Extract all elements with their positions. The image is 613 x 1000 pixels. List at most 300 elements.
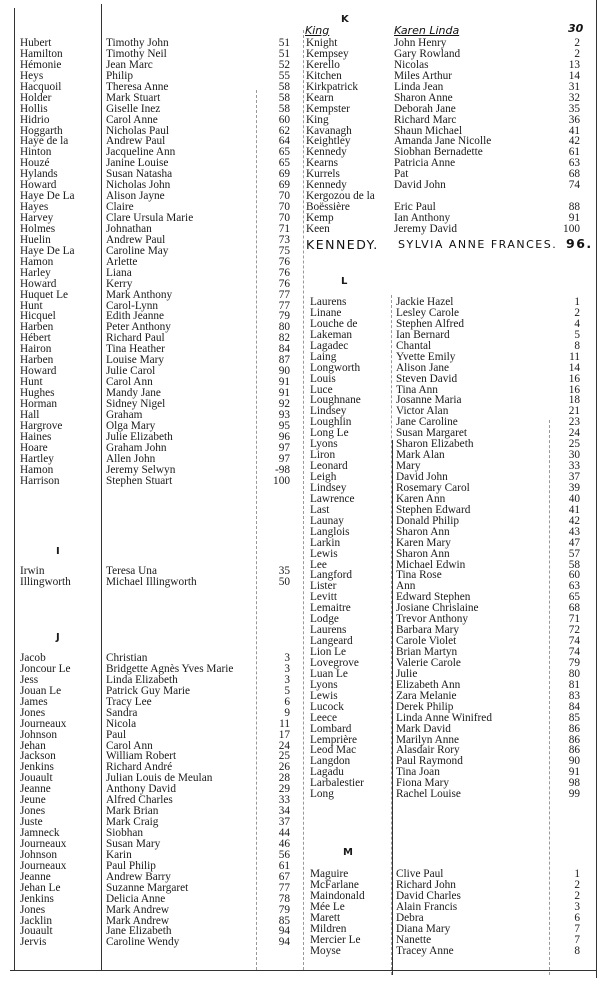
entry-forenames: Valerie Carole [396, 656, 461, 669]
entry-number: 60 [278, 113, 290, 126]
entry-forenames: Clive Paul [396, 868, 444, 880]
entry-forenames: Alison Jane [396, 361, 450, 374]
register-entry [20, 399, 290, 410]
entry-surname: Huquet Le [20, 288, 68, 301]
entry-forenames: Karen Mary [396, 536, 451, 549]
register-entry [306, 93, 584, 104]
register-entry [310, 549, 584, 560]
entry-surname: Jeanne [20, 783, 51, 796]
entry-number: 76 [278, 266, 290, 279]
right-l-list [310, 297, 584, 800]
entry-forenames: Claire [106, 201, 134, 214]
entry-forenames: Mary [396, 460, 421, 473]
entry-forenames: Nicolas [394, 58, 429, 71]
entry-number: 68 [568, 168, 580, 181]
entry-number: 65 [568, 591, 580, 604]
entry-forenames: Giselle Inez [106, 102, 161, 115]
entry-surname: Hébert [20, 332, 51, 345]
entry-number: 83 [568, 689, 580, 702]
entry-surname: Lawrence [310, 492, 355, 505]
entry-surname: Jones [20, 903, 46, 916]
register-entry [20, 686, 290, 697]
entry-forenames: Susan Mary [106, 837, 161, 850]
entry-forenames: Marilyn Anne [396, 733, 460, 746]
center-divider [303, 30, 304, 970]
entry-forenames: Graham John [106, 441, 167, 454]
entry-surname: Jouault [20, 925, 53, 938]
entry-forenames: Stephen Stuart [106, 474, 173, 487]
entry-forenames: Delicia Anne [106, 892, 166, 905]
entry-number: 40 [568, 492, 580, 505]
entry-forenames: Andrew Barry [106, 870, 171, 883]
entry-forenames: Alain Francis [396, 900, 458, 913]
entry-number: 73 [278, 233, 290, 246]
entry-surname: Keen [306, 222, 330, 235]
entry-surname: Joncour Le [20, 662, 71, 675]
register-entry [20, 104, 290, 115]
entry-number: 52 [278, 58, 290, 71]
entry-surname: Jehan Le [20, 881, 61, 894]
entry-forenames: Sharon Anne [394, 91, 453, 104]
entry-number: 76 [278, 255, 290, 268]
entry-number: 93 [278, 408, 290, 421]
register-entry [310, 789, 584, 800]
entry-surname: Langdon [310, 755, 351, 768]
entry-number: 43 [568, 525, 580, 538]
register-entry [20, 213, 290, 224]
entry-surname: Lemaitre [310, 602, 351, 615]
register-entry [20, 883, 290, 894]
entry-number: 91 [568, 766, 580, 779]
entry-forenames: Julie [396, 667, 418, 680]
entry-forenames: Donald Philip [396, 514, 460, 527]
entry-forenames: Linda Elizabeth [106, 673, 178, 686]
entry-surname: Lyons [310, 678, 338, 691]
entry-number: 1 [574, 296, 580, 308]
entry-surname: Juste [20, 816, 43, 829]
register-entry [310, 330, 584, 341]
entry-number: 79 [278, 310, 290, 323]
entry-surname: Hicquel [20, 310, 56, 323]
entry-number: 69 [278, 168, 290, 181]
entry-forenames: Eric Paul [394, 201, 436, 214]
entry-number: 70 [278, 190, 290, 203]
register-entry [310, 450, 584, 461]
entry-forenames: Andrew Paul [106, 135, 166, 148]
entry-number: 70 [278, 212, 290, 224]
entry-surname: Laing [310, 350, 337, 363]
entry-forenames: Josiane Chrislaine [396, 602, 479, 615]
entry-forenames: Teresa Una [106, 565, 157, 577]
entry-number: 75 [278, 244, 290, 257]
entry-surname: Luce [310, 383, 333, 396]
entry-number: 5 [284, 684, 290, 697]
entry-forenames: Jackie Hazel [396, 296, 454, 308]
entry-forenames: Fiona Mary [396, 777, 450, 790]
entry-number: 77 [278, 299, 290, 312]
entry-number: 25 [568, 438, 580, 451]
register-entry [310, 946, 584, 957]
entry-forenames: Richard Paul [106, 332, 165, 345]
register-entry [310, 363, 584, 374]
entry-forenames: Johnathan [106, 222, 152, 235]
entry-surname: Journeaux [20, 837, 67, 850]
entry-number: 92 [278, 397, 290, 410]
entry-forenames: Lesley Carole [396, 306, 460, 319]
entry-number: 46 [278, 837, 290, 850]
entry-forenames: Amanda Jane Nicolle [394, 135, 492, 148]
register-entry [20, 708, 290, 719]
entry-forenames: William Robert [106, 750, 177, 763]
entry-surname: McFarlane [310, 878, 359, 891]
entry-forenames: Julie Elizabeth [106, 430, 173, 443]
entry-number: 14 [568, 361, 580, 374]
entry-number: 21 [568, 405, 580, 418]
entry-number: 58 [568, 558, 580, 571]
entry-number: 26 [278, 761, 290, 774]
entry-forenames: Mark Anthony [106, 288, 173, 301]
entry-surname: Huelin [20, 233, 51, 246]
entry-forenames: Suzanne Margaret [106, 881, 189, 894]
entry-forenames: Jean Marc [106, 58, 153, 71]
entry-number: 2 [574, 306, 580, 319]
entry-forenames: John Henry [394, 37, 447, 49]
entry-forenames: Paul [106, 728, 127, 741]
entry-forenames: Tina Ann [396, 383, 438, 396]
register-entry [20, 697, 290, 708]
entry-forenames: Linda Anne Winifred [396, 711, 492, 724]
entry-surname: Maguire [310, 868, 349, 880]
entry-surname: Jones [20, 706, 46, 719]
entry-surname: Heys [20, 69, 44, 82]
right-k-list [306, 38, 584, 235]
entry-surname: Larkin [310, 536, 341, 549]
entry-forenames: Arlette [106, 255, 138, 268]
entry-surname: Liron [310, 449, 336, 462]
entry-forenames: Shaun Michael [394, 124, 463, 137]
entry-number: 80 [278, 321, 290, 334]
entry-forenames: Michael Edwin [396, 558, 466, 571]
entry-forenames: Caroline May [106, 244, 169, 257]
entry-surname: Mercier Le [310, 933, 361, 946]
entry-surname: Jeune [20, 794, 46, 807]
entry-number: 35 [278, 565, 290, 577]
entry-number: 74 [568, 635, 580, 648]
entry-forenames: Edith Jeanne [106, 310, 165, 323]
entry-forenames: Siobhan Bernadette [394, 146, 483, 159]
handwritten-forenames: Karen Linda [394, 24, 460, 37]
entry-surname: Loughnane [310, 394, 361, 407]
entry-number: 97 [278, 441, 290, 454]
entry-surname: Levitt [310, 591, 337, 604]
entry-number: 71 [568, 613, 580, 626]
register-entry [310, 702, 584, 713]
entry-surname: Irwin [20, 565, 45, 577]
entry-forenames: Richard John [396, 878, 456, 891]
entry-surname: Leigh [310, 471, 337, 483]
register-entry [306, 224, 584, 235]
handwritten-forenames-2: SYLVIA ANNE FRANCES. [398, 238, 558, 251]
entry-surname: Jouan Le [20, 684, 62, 697]
entry-number: 62 [278, 124, 290, 137]
entry-surname: Howard [20, 179, 57, 192]
entry-number: 36 [568, 113, 580, 126]
register-entry [20, 355, 290, 366]
entry-number: 100 [273, 474, 290, 487]
entry-number: 90 [568, 755, 580, 768]
entry-forenames: Mark Brian [106, 805, 159, 818]
entry-surname: Lister [310, 580, 337, 593]
entry-surname: Moyse [310, 944, 341, 957]
entry-surname: Johnson [20, 848, 58, 861]
entry-surname: Linane [310, 306, 342, 319]
entry-surname: Jenkins [20, 892, 54, 905]
entry-forenames: Rosemary Carol [396, 481, 470, 494]
entry-forenames: Nicola [106, 717, 137, 730]
entry-number: 37 [568, 471, 580, 483]
entry-number: 51 [278, 37, 290, 49]
entry-forenames: Stephen Edward [396, 503, 471, 516]
section-letter-i: I [56, 546, 60, 557]
entry-surname: Journeaux [20, 717, 67, 730]
entry-number: 91 [278, 387, 290, 399]
entry-forenames: Alfred Charles [106, 794, 173, 807]
entry-forenames: Anthony David [106, 783, 176, 796]
entry-forenames: Carol-Lynn [106, 299, 159, 312]
register-entry [20, 465, 290, 476]
entry-number: 79 [568, 656, 580, 669]
entry-surname: Lagadec [310, 339, 349, 352]
entry-number: 94 [278, 925, 290, 938]
register-entry [310, 570, 584, 581]
entry-number: 63 [568, 580, 580, 593]
entry-number: 57 [568, 547, 580, 560]
entry-forenames: Pat [394, 168, 409, 181]
register-entry [310, 713, 584, 724]
entry-number: 72 [568, 624, 580, 637]
entry-forenames: Sharon Ann [396, 525, 450, 538]
entry-surname: Lagadu [310, 766, 344, 779]
entry-number: 30 [568, 449, 580, 462]
entry-number: 86 [568, 722, 580, 735]
entry-surname: Jenkins [20, 761, 54, 774]
register-entry [306, 115, 584, 126]
entry-forenames: Nanette [396, 933, 432, 946]
entry-surname: Hollis [20, 102, 48, 115]
register-entry [20, 290, 290, 301]
entry-forenames: Mark Stuart [106, 91, 161, 104]
entry-surname: Kerello [306, 58, 340, 71]
register-entry [20, 60, 290, 71]
entry-forenames: Josanne Maria [396, 394, 462, 407]
right-m-list [310, 869, 584, 957]
entry-forenames: Richard André [106, 761, 173, 774]
entry-number: 95 [278, 419, 290, 432]
entry-forenames: Paul Philip [106, 859, 156, 872]
entry-number: 17 [278, 728, 290, 741]
entry-surname: Kirkpatrick [306, 80, 359, 93]
entry-forenames: Derek Philip [396, 700, 454, 713]
entry-number: 70 [278, 201, 290, 214]
register-entry [310, 439, 584, 450]
entry-forenames: David Charles [396, 889, 461, 902]
entry-surname: Leonard [310, 460, 348, 473]
entry-forenames: Tina Rose [396, 569, 442, 582]
entry-surname: Kennedy [306, 179, 347, 192]
entry-forenames: Carol Ann [106, 376, 153, 389]
entry-forenames: Bridgette Agnès Yves Marie [106, 662, 234, 675]
bottom-rule [10, 970, 597, 971]
entry-surname: Lucock [310, 700, 344, 713]
register-entry [20, 279, 290, 290]
entry-surname: Illingworth [20, 575, 71, 588]
entry-forenames: Sharon Ann [396, 547, 450, 560]
entry-forenames: Brian Martyn [396, 646, 458, 658]
entry-forenames: Linda Jean [394, 80, 444, 93]
entry-number: 64 [278, 135, 290, 148]
entry-surname: Harben [20, 321, 54, 334]
entry-surname: Laurens [310, 624, 347, 637]
entry-forenames: Patricia Anne [394, 157, 456, 170]
entry-forenames: Ian Bernard [396, 328, 450, 341]
right-outer-rule [596, 0, 597, 978]
entry-forenames: Timothy Neil [106, 47, 167, 60]
entry-number: 9 [284, 706, 290, 719]
entry-forenames: David John [394, 179, 446, 192]
entry-forenames: Louise Mary [106, 354, 165, 367]
entry-number: 85 [278, 914, 290, 927]
register-entry [306, 104, 584, 115]
entry-surname: Hamon [20, 255, 54, 268]
entry-forenames: Paul Raymond [396, 755, 463, 768]
register-entry [306, 49, 584, 60]
entry-surname: Jess [20, 673, 39, 686]
entry-number: 51 [278, 47, 290, 60]
entry-forenames: Jane Caroline [396, 416, 458, 429]
entry-surname: King [306, 113, 329, 126]
entry-forenames: Michael Illingworth [106, 575, 197, 588]
entry-number: 33 [568, 460, 580, 473]
entry-surname: Kennedy [306, 146, 347, 159]
entry-surname: Laurens [310, 296, 347, 308]
entry-surname: Jackson [20, 750, 56, 763]
entry-number: 32 [568, 91, 580, 104]
entry-number: 23 [568, 416, 580, 429]
entry-number: 77 [278, 288, 290, 301]
entry-forenames: Liana [106, 266, 132, 279]
entry-forenames: Jane Elizabeth [106, 925, 172, 938]
entry-number: 6 [284, 695, 290, 708]
entry-surname: Hunt [20, 299, 43, 312]
entry-number: 90 [278, 365, 290, 378]
entry-surname: Harley [20, 266, 51, 279]
entry-number: 34 [278, 805, 290, 818]
entry-surname: Kearns [306, 157, 338, 170]
entry-surname: Lemprière [310, 733, 358, 746]
entry-forenames: Christian [106, 652, 148, 664]
entry-number: 3 [284, 662, 290, 675]
entry-forenames: Clare Ursula Marie [106, 212, 194, 224]
entry-forenames: Allen John [106, 452, 156, 465]
register-entry [20, 246, 290, 257]
entry-number: 58 [278, 102, 290, 115]
entry-number: 96 [278, 430, 290, 443]
register-entry [310, 658, 584, 669]
entry-surname: Lovegrove [310, 656, 359, 669]
entry-forenames: Patrick Guy Marie [106, 684, 191, 697]
entry-surname: Leod Mac [310, 744, 357, 757]
entry-surname: Hubert [20, 37, 52, 49]
entry-forenames: Jeremy Selwyn [106, 463, 176, 476]
entry-surname: Hoare [20, 441, 48, 454]
entry-surname: Hayes [20, 201, 49, 214]
entry-number: 61 [568, 146, 580, 159]
section-letter-j: J [56, 632, 60, 643]
entry-number: 33 [278, 794, 290, 807]
entry-surname: Lewis [310, 689, 338, 702]
entry-surname: Holder [20, 91, 52, 104]
entry-forenames: Tracy Lee [106, 695, 152, 708]
entry-forenames: Graham [106, 408, 143, 421]
entry-surname: Hémonie [20, 58, 62, 71]
entry-forenames: Mark Craig [106, 816, 159, 829]
entry-surname: Long [310, 788, 334, 801]
entry-forenames: Ian Anthony [394, 212, 451, 224]
entry-number: 29 [278, 783, 290, 796]
entry-number: 84 [568, 700, 580, 713]
entry-forenames: Victor Alan [396, 405, 449, 418]
entry-surname: Kergozou de la [306, 190, 375, 203]
entry-number: 65 [278, 157, 290, 170]
entry-number: 67 [278, 870, 290, 883]
entry-number: 55 [278, 69, 290, 82]
entry-number: 69 [278, 179, 290, 192]
entry-forenames: Siobhan [106, 827, 144, 839]
register-entry [20, 894, 290, 905]
entry-number: 85 [568, 711, 580, 724]
entry-forenames: Chantal [396, 339, 432, 352]
entry-surname: Haines [20, 430, 52, 443]
entry-number: 6 [574, 911, 580, 924]
entry-number: 60 [568, 569, 580, 582]
entry-forenames: Sidney Nigel [106, 397, 166, 410]
entry-forenames: Tina Heather [106, 343, 165, 356]
section-letter-k: K [341, 14, 349, 25]
register-entry [20, 443, 290, 454]
entry-surname: Hidrio [20, 113, 50, 126]
entry-forenames: Tracey Anne [396, 944, 454, 957]
register-entry [310, 724, 584, 735]
entry-surname: Haye De La [20, 244, 75, 257]
entry-surname: Horman [20, 397, 58, 410]
entry-surname: Lyons [310, 438, 338, 451]
entry-forenames: Caroline Wendy [106, 936, 180, 949]
register-entry [310, 527, 584, 538]
entry-number: 91 [568, 212, 580, 224]
entry-surname: Hartley [20, 452, 54, 465]
entry-surname: Boëssière [306, 201, 350, 214]
entry-forenames: Miles Arthur [394, 69, 453, 82]
entry-surname: Haye De La [20, 190, 75, 203]
entry-forenames: Jacqueline Ann [106, 146, 176, 159]
entry-surname: Langford [310, 569, 353, 582]
entry-forenames: Karin [106, 848, 132, 861]
entry-number: 68 [568, 602, 580, 615]
entry-forenames: Richard Marc [394, 113, 457, 126]
entry-number: 87 [278, 354, 290, 367]
register-entry [20, 719, 290, 730]
entry-surname: Louis [310, 372, 336, 385]
